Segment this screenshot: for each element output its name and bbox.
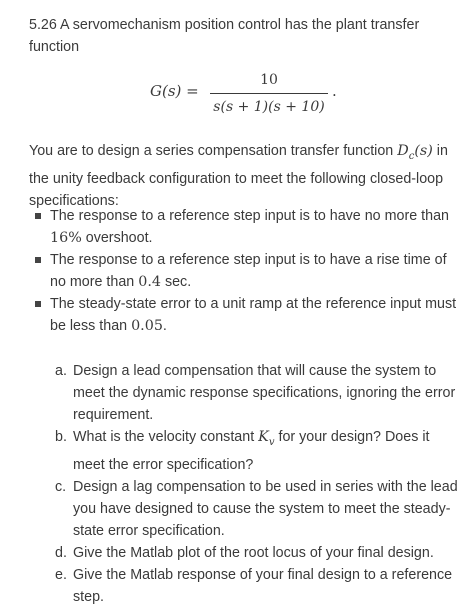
spec-item [29,205,459,249]
part-subscript: v [268,436,275,448]
spec-text-b: . [162,318,167,334]
part-marker: a. [55,363,67,379]
bullet-icon [35,213,41,219]
part-item-a [55,360,460,426]
heading-line-2: function [29,39,80,55]
equation-lhs: G(s) = [150,82,199,100]
part-item-b [55,426,460,476]
part-marker: d. [55,544,67,561]
spec-text-a: The response to a reference step input is to have a rise time of no more than [50,252,447,290]
fraction-bar [210,93,328,94]
spec-math: 16% [50,230,82,246]
spec-text-b: overshoot. [81,230,153,246]
part-text: Design a lag compensation to be used in series with the lead you have designed to cause the system to meet the steady-state error specification. [73,478,458,539]
part-item-d [55,542,460,564]
part-text-b: for your design? Does it meet the error specification? [73,429,430,473]
intro-argument: (s) [414,143,433,159]
part-text: Give the Matlab response of your final design to a reference step. [73,566,453,605]
equation-numerator: 10 [260,72,278,88]
intro-text-b: in the unity feedback configuration to meet the following closed-loop specifications: [29,143,448,209]
intro-symbol: D [397,143,409,159]
equation-period: . [332,82,337,100]
part-item-c [55,476,460,542]
part-marker: b. [55,429,67,445]
bullet-icon [35,257,41,263]
part-text: Design a lead compensation that will cause the system to meet the dynamic response specifications, ignoring the error requirement. [73,363,456,423]
spec-text-a: The steady-state error to a unit ramp at the reference input must be less than [50,296,457,334]
spec-math: 0.05 [131,318,163,334]
part-text-a: What is the velocity constant [73,429,259,445]
spec-text-b: sec. [160,274,192,290]
spec-item [29,293,459,337]
equation-fraction [210,70,328,117]
part-symbol: K [258,429,269,445]
parts-list [55,360,460,608]
intro-paragraph [29,140,454,212]
part-marker: e. [55,566,67,583]
intro-text-a: You are to design a series compensation transfer function [29,143,398,159]
spec-text-a: The response to a reference step input is to have no more than [50,208,449,224]
heading-line-1: 5.26 A servomechanism position control has the plant transfer [29,17,420,33]
bullet-icon [35,301,41,307]
intro-subscript: c [408,150,415,162]
spec-math: 0.4 [138,274,161,290]
problem-heading [29,14,459,58]
equation-denominator: s(s + 1)(s + 10) [213,99,325,115]
part-text: Give the Matlab plot of the root locus of your final design. [73,544,434,561]
part-marker: c. [55,478,67,495]
specifications-list [29,205,459,337]
part-item-e [55,564,460,608]
spec-item [29,249,459,293]
